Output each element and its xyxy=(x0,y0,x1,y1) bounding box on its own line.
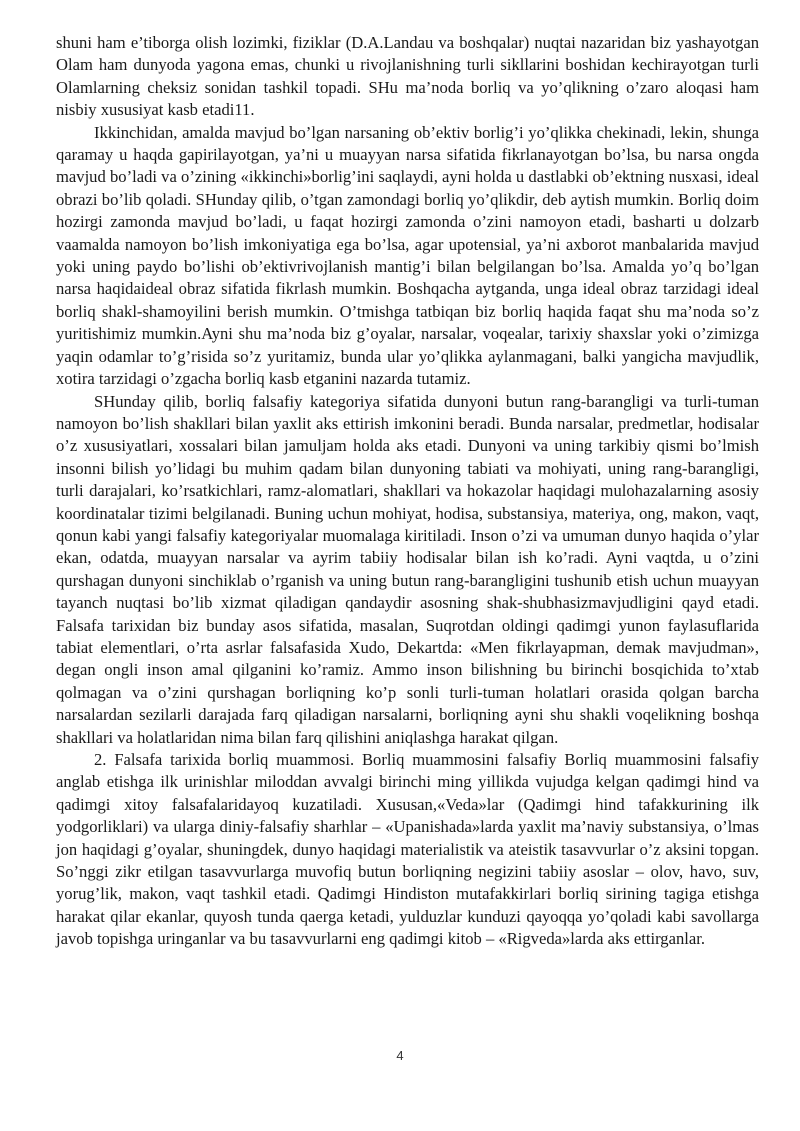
page-text xyxy=(56,32,759,951)
paragraph-ikkinchidan: Ikkinchidan, amalda mavjud bo’lgan narsaning ob’ektiv borlig’i yo’qlikka chekinadi, lekin, shunga qaramay u haqda gapirilayotgan, ya’ni u muayyan narsa sifatida fikrlanayotgan bo’lsa, bu narsa ongda mavjud bo’ladi va o’zining «ikkinchi»borlig’ini saqlaydi, ayni holda u dastlabki ob’ektning nusxasi, ideal obrazi bo’lib qoladi. SHunday qilib, o’tgan zamondagi borliq yo’qlikdir, deb aytish mumkin. Borliq doim hozirgi zamonda mavjud bo’ladi, u faqat hozirgi zamonda o’zini namoyon etadi, basharti u dolzarb vaamalda namoyon bo’lish imkoniyatiga ega bo’lsa, agar upotensial, ya’ni axborot manbalarida mavjud yoki uning paydo bo’lishi ob’ektivrivojlanish mantig’i bilan belgilangan bo’lsa. Amalda yo’q bo’lgan narsa haqidaideal obraz sifatida fikrlash mumkin. Boshqacha aytganda, unga ideal obraz tarzidagi ideal borliq shakl-shamoyilini berish mumkin. O’tmishga tatbiqan biz borliq haqida faqat shu ma’noda so’z yuritishimiz mumkin.Ayni shu ma’noda biz g’oyalar, narsalar, voqealar, tarixiy shaxslar yoki o’zimizga yaqin odamlar to’g’risida so’z yuritamiz, bunda ular yo’qlikka aylanmagani, balki yangicha mavjudlik, xotira tarzidagi o’zgacha borliq kasb etganini nazarda tutamiz. xyxy=(56,122,759,389)
paragraph-shunday-qilib: SHunday qilib, borliq falsafiy kategoriya sifatida dunyoni butun rang-barangligi va turli-tuman namoyon bo’lish shakllari bilan yaxlit aks ettirish imkonini beradi. Bunda narsalar, predmetlar, hodisalar o’z xususiyatlari, xossalari bilan jamuljam holda aks etadi. Dunyoni va uning tarkibiy qismi bo’lmish insonni bilish yo’lidagi bu muhim qadam bilan dunyoning tabiati va mohiyati, uning rang-barangligi, turli darajalari, ko’rsatkichlari, ramz-alomatlari, shakllari va hokazolar haqidagi mulohazalarning asosiy koordinatalar tizimi belgilanadi. Buning uchun mohiyat, hodisa, substansiya, materiya, ong, makon, vaqt, qonun kabi yangi falsafiy kategoriyalar muomalaga kiritiladi. Inson o’zi va umuman dunyo haqida o’ylar ekan, odatda, muayyan narsalar va ayrim tabiiy hodisalar bilan ish ko’radi. Ayni vaqtda, u o’zini qurshagan dunyoni sinchiklab o’rganish va uning butun rang-barangligini tushunib etish uchun muayyan tayanch nuqtasi bo’lib xizmat qiladigan qandaydir asosning shak-shubhasizmavjudligini qayd etadi. Falsafa tarixidan biz bunday asos sifatida, masalan, Suqrotdan oldingi qadimgi yunon faylasuflarida tabiat elementlari, o’rta asrlar falsafasida Xudo, Dekartda: «Men fikrlayapman, demak mavjudman», degan ongli inson amal qilganini ko’ramiz. Ammo inson bilishning bu birinchi bosqichida to’xtab qolmagan va o’zini qurshagan borliqning ko’p sonli turli-tuman holatlari orasida qolgan barcha narsalardan sezilarli darajada farq qiladigan narsalarni, borliqning ayni shu shakli voqelikning boshqa shakllari va holatlaridan nima bilan farq qilishini aniqlashga harakat qilgan. xyxy=(56,391,759,747)
paragraph-falsafa-tarixida: 2. Falsafa tarixida borliq muammosi. Borliq muammosini falsafiy Borliq muammosini falsafiy anglab etishga ilk urinishlar miloddan avvalgi birinchi ming yillikda vujudga kelgan qadimgi hind va qadimgi xitoy falsafalaridayoq kuzatiladi. Xususan,«Veda»lar (Qadimgi hind tafakkurining ilk yodgorliklari) va ularga diniy-falsafiy sharhlar – «Upanishada»larda yaxlit ma’naviy substansiya, o’lmas jon haqidagi g’oyalar, shuningdek, dunyo haqidagi materialistik va ateistik tasavvurlar o’z aksini topgan. So’nggi zikr etilgan tasavvurlarga muvofiq butun borliqning negizini tabiiy asoslar – olov, havo, suv, yorug’lik, makon, vaqt tashkil etadi. Qadimgi Hindiston mutafakkirlari borliq sirining tagiga etishga harakat qilar ekanlar, quyosh tunda qaerga ketadi, yulduzlar kunduzi qayoqqa yo’qoladi kabi savollarga javob topishga uringanlar va bu tasavvurlarni eng qadimgi kitob – «Rigveda»larda aks ettirganlar. xyxy=(56,750,759,949)
page-number: 4 xyxy=(396,1048,404,1063)
paragraph-continuation: shuni ham e’tiborga olish lozimki, fiziklar (D.A.Landau va boshqalar) nuqtai nazaridan biz yashayotgan Olam ham dunyoda yagona emas, chunki u rivojlanishning turli sikllarini boshidan kechirayotgan turli Olamlarning cheksiz sonidan tashkil topadi. SHu ma’noda borliq va yo’qlikning o’zaro aloqasi ham nisbiy xususiyat kasb etadi11. xyxy=(56,33,759,120)
